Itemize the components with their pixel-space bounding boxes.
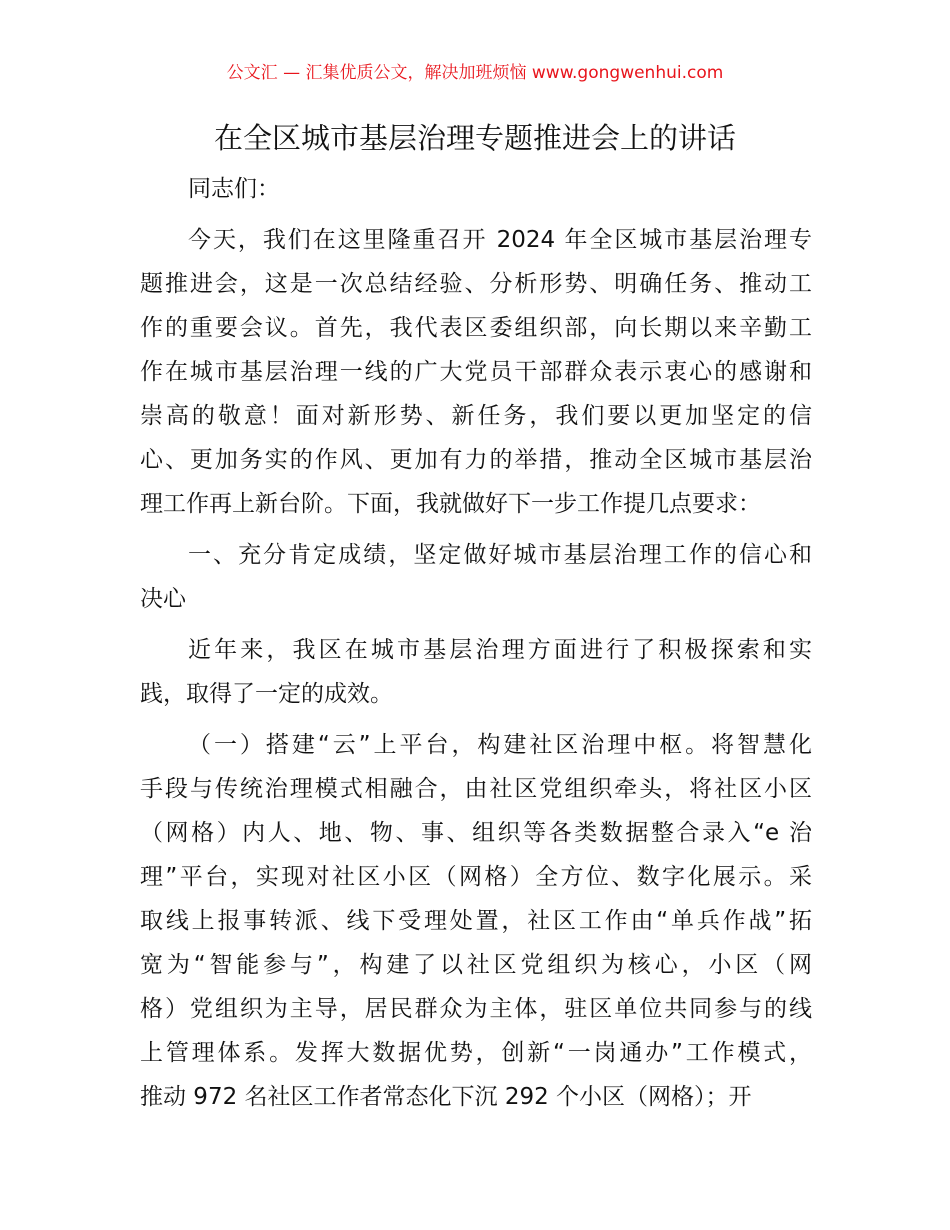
- text-line: 决心: [140, 586, 186, 612]
- text-line: 推动 972 名社区工作者常态化下沉 292 个小区（网格）；开: [140, 1084, 752, 1110]
- text-line: 取线上报事转派、线下受理处置，社区工作由“单兵作战”拓: [140, 908, 812, 934]
- paragraph: [140, 218, 812, 526]
- paragraph: [140, 723, 812, 1119]
- site-banner: 公文汇 — 汇集优质公文，解决加班烦恼 www.gongwenhui.com: [226, 63, 724, 83]
- text-line: 手段与传统治理模式相融合，由社区党组织牵头，将社区小区: [140, 776, 812, 802]
- paragraph: [140, 628, 812, 716]
- salutation-text: 同志们：: [188, 176, 280, 202]
- text-line: 一、充分肯定成绩，坚定做好城市基层治理工作的信心和: [188, 542, 812, 568]
- text-line: 题推进会，这是一次总结经验、分析形势、明确任务、推动工: [140, 271, 812, 297]
- text-line: 近年来，我区在城市基层治理方面进行了积极探索和实: [188, 637, 812, 663]
- text-line: 作在城市基层治理一线的广大党员干部群众表示衷心的感谢和: [140, 359, 812, 385]
- text-line: 宽为“智能参与”，构建了以社区党组织为核心，小区（网: [140, 952, 812, 978]
- text-line: 心、更加务实的作风、更加有力的举措，推动全区城市基层治: [140, 447, 812, 473]
- text-line: 上管理体系。发挥大数据优势，创新“一岗通办”工作模式，: [140, 1040, 812, 1066]
- document-body: [140, 167, 812, 1126]
- text-line: 作的重要会议。首先，我代表区委组织部，向长期以来辛勤工: [140, 315, 812, 341]
- paragraph: [140, 533, 812, 621]
- text-line: 格）党组织为主导，居民群众为主体，驻区单位共同参与的线: [140, 996, 812, 1022]
- salutation: [140, 167, 812, 211]
- text-line: （一）搭建“云”上平台，构建社区治理中枢。将智慧化: [188, 732, 812, 758]
- text-line: 今天，我们在这里隆重召开 2024 年全区城市基层治理专: [188, 227, 812, 253]
- text-line: 践，取得了一定的成效。: [140, 681, 393, 707]
- text-line: （网格）内人、地、物、事、组织等各类数据整合录入“e 治: [140, 820, 812, 846]
- text-line: 理工作再上新台阶。下面，我就做好下一步工作提几点要求：: [140, 491, 761, 517]
- text-line: 崇高的敬意！面对新形势、新任务，我们要以更加坚定的信: [140, 403, 812, 429]
- document-title: 在全区城市基层治理专题推进会上的讲话: [213, 121, 736, 155]
- text-line: 理”平台，实现对社区小区（网格）全方位、数字化展示。采: [140, 864, 812, 890]
